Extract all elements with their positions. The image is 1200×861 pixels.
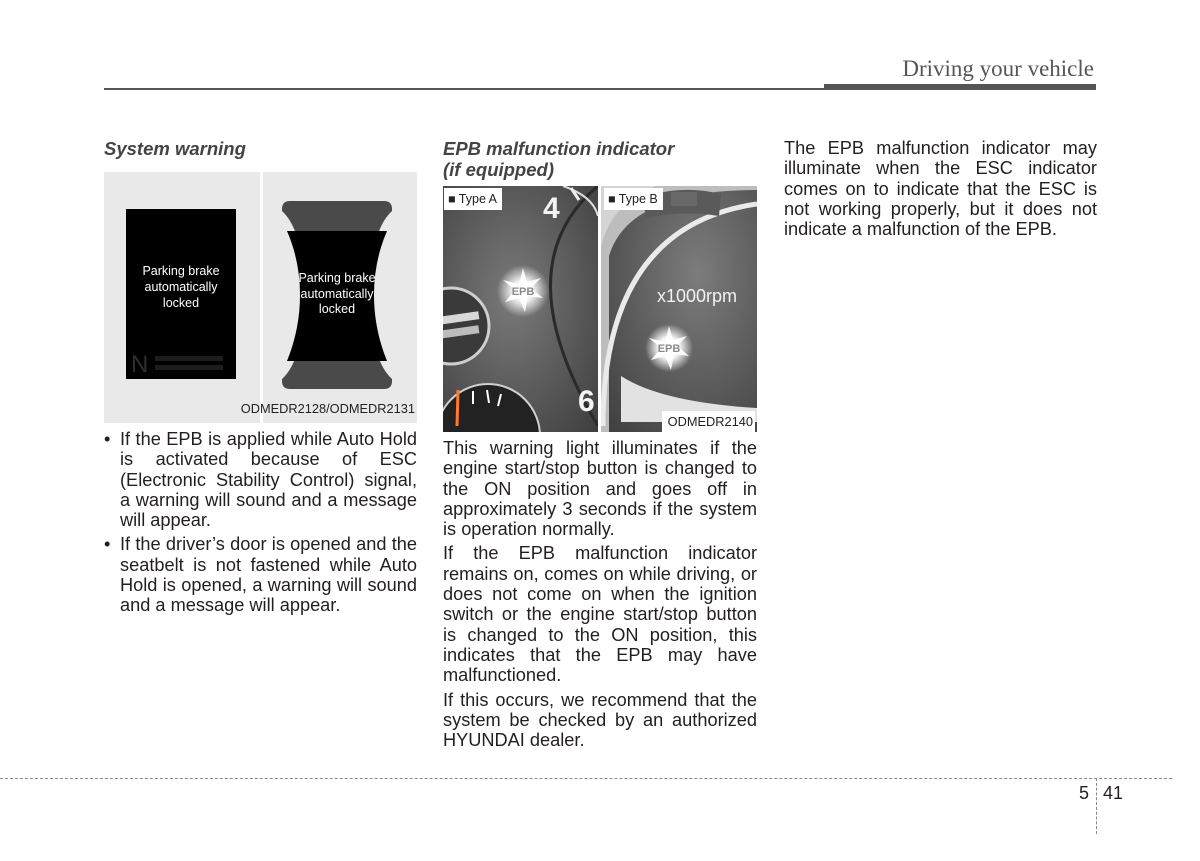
display-a-message: Parking brake automatically locked [142, 264, 220, 310]
gauge-number-top: 4 [543, 192, 560, 225]
chapter-number: 5 [1079, 783, 1090, 803]
header-rule-thin [104, 88, 824, 90]
speedometer-gauge-icon [443, 186, 598, 432]
gauge-panel-type-b [601, 186, 757, 432]
type-a-label: ■ Type A [444, 188, 502, 210]
epb-indicator-text-b: EPB [657, 343, 681, 355]
page-number: 41 [1103, 783, 1124, 803]
figure-caption: ODMEDR2128/ODMEDR2131 [240, 400, 415, 416]
gauge-number-bottom: 6 [578, 385, 595, 418]
faded-gear-indicator-icon [129, 350, 229, 376]
svg-text:N: N [131, 351, 149, 376]
bullet-item: • If the EPB is applied while Auto Hold is activated because of ESC (Electronic Stability Control) signal, a warning will sound and a message will appear. [104, 429, 417, 530]
section-heading-epb-line2: (if equipped) [443, 159, 554, 180]
section-heading-system-warning: System warning [104, 138, 246, 159]
epb-indicator-text-a: EPB [511, 286, 535, 298]
type-b-label: ■ Type B [604, 188, 663, 210]
bullet-item: • If the driver’s door is opened and the seatbelt is not fastened while Auto Hold is opened, a warning will sound and a message will appear. [104, 534, 417, 615]
paragraph: The EPB malfunction indicator may illuminate when the ESC indicator comes on to indicate that the ESC is not working properly, but it does not indicate a malfunction of the EPB. [784, 138, 1097, 240]
figure-parking-brake-messages [104, 172, 417, 423]
bullet-list [104, 429, 417, 616]
column-epb-indicator [443, 138, 757, 750]
footer-rule [0, 778, 1172, 779]
paragraph: This warning light illuminates if the engine start/stop button is changed to the ON position and goes off in approximately 3 seconds if the system is operation normally. [443, 438, 757, 540]
section-heading-epb-line1: EPB malfunction indicator [443, 138, 675, 159]
tachometer-unit-label: x1000rpm [656, 286, 738, 306]
column-epb-note [784, 138, 1097, 239]
paragraph: If the EPB malfunction indicator remains on, comes on while driving, or does not come on when the ignition switch or the engine start/stop button is changed to the ON position, this indicates that the EPB may have malfunctioned. [443, 543, 757, 686]
paragraph: If this occurs, we recommend that the system be checked by an authorized HYUNDAI dealer. [443, 689, 757, 751]
tachometer-gauge-icon [601, 186, 757, 432]
figure-caption: ODMEDR2140 [662, 411, 755, 432]
gauge-panel-type-a [443, 186, 598, 432]
page-header-title: Driving your vehicle [902, 56, 1094, 81]
cluster-display-type-a [126, 209, 236, 379]
figure-divider [260, 172, 263, 423]
cluster-display-type-b [282, 201, 392, 389]
body-text [443, 438, 757, 750]
footer-divider [1096, 778, 1097, 834]
display-b-message: Parking brake automatically locked [298, 271, 376, 316]
column-system-warning [104, 138, 417, 616]
header-rule-thick [824, 84, 1096, 90]
figure-epb-indicator [443, 186, 757, 432]
